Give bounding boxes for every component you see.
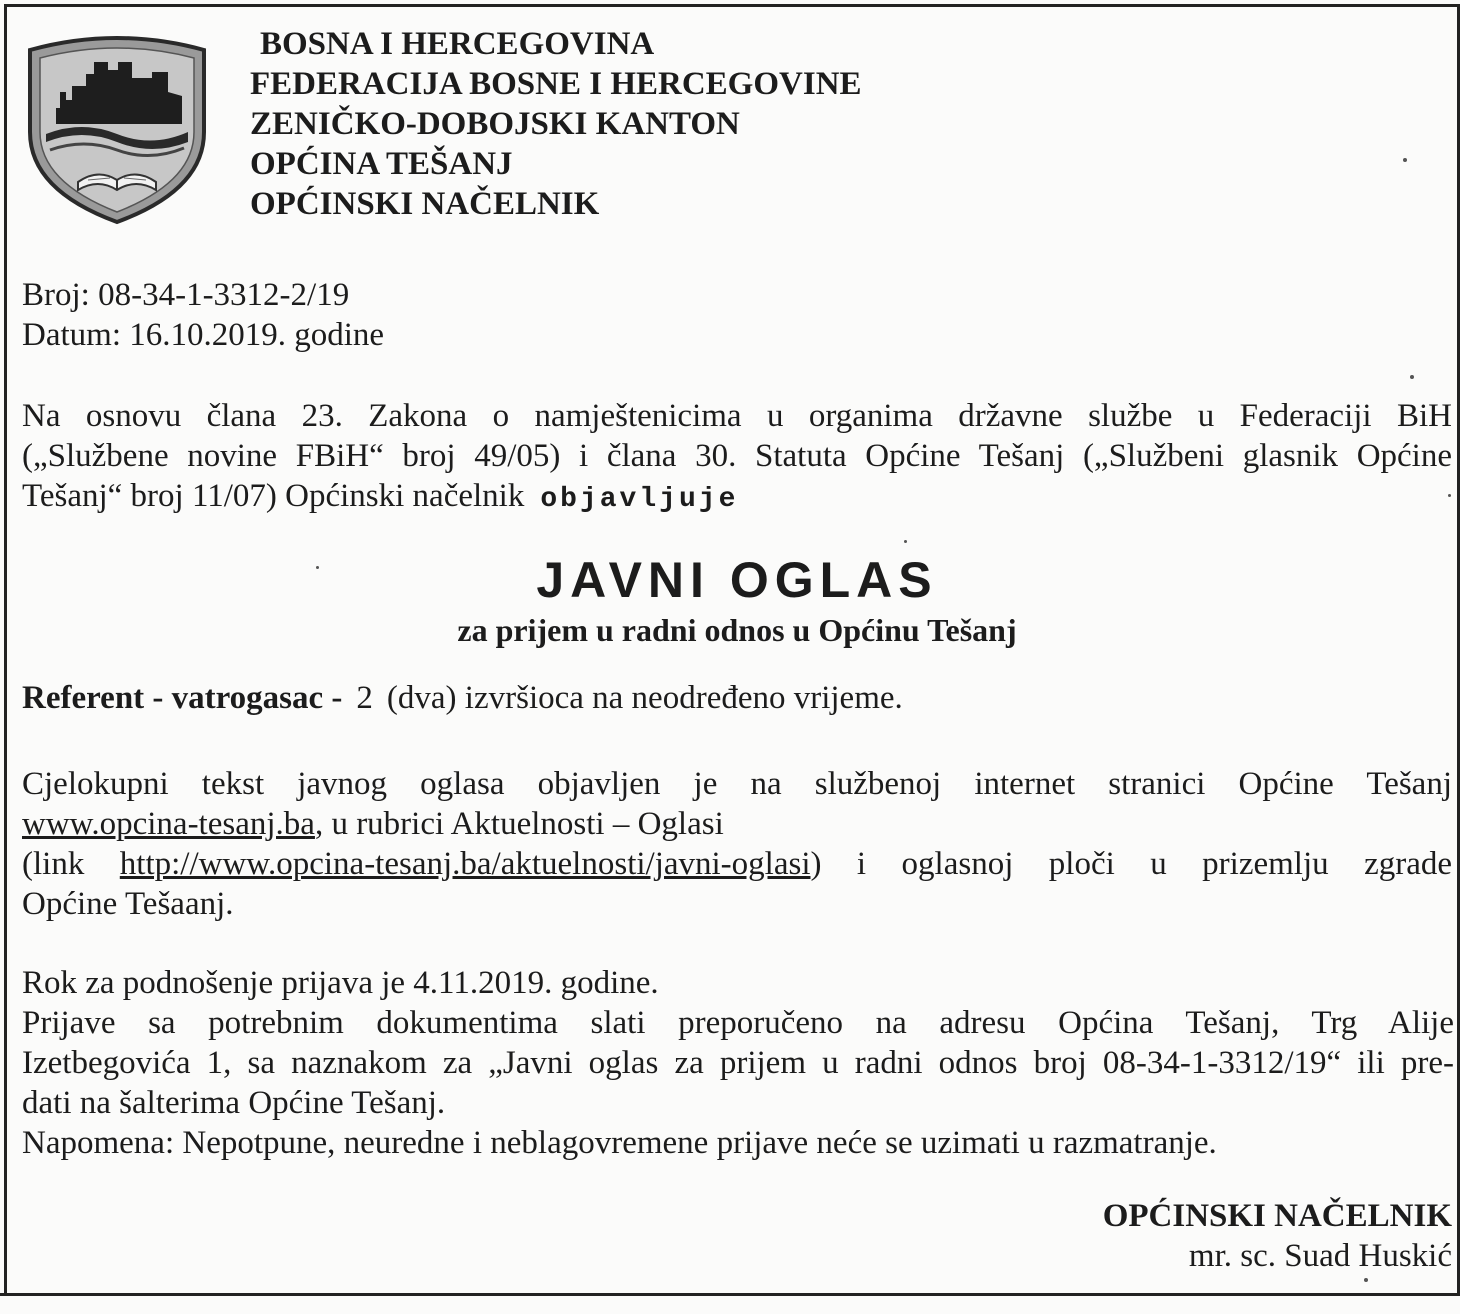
link-prefix: (link: [22, 846, 85, 882]
deadline-line: Izetbegovića 1, sa naznakom za „Javni oglas za prijem u radni odnos broj 08-34-1-3312/19“ ili pre-: [22, 1045, 1454, 1081]
document-header: [250, 24, 862, 224]
ad-title: JAVNI OGLAS: [536, 552, 938, 608]
ad-subtitle: za prijem u radni odnos u Općinu Tešanj: [457, 612, 1017, 648]
intro-keyword: objavljuje: [540, 484, 739, 515]
document-number: Broj: 08-34-1-3312-2/19: [22, 277, 350, 313]
scan-speck: [1410, 375, 1414, 379]
deadline-note: Napomena: Nepotpune, neuredne i neblagovremene prijave neće se uzimati u razmatranje.: [22, 1125, 1217, 1161]
intro-paragraph: [22, 396, 1452, 520]
document-meta: [22, 275, 384, 355]
fulltext-paragraph: [22, 764, 1452, 924]
scan-speck: [904, 540, 907, 543]
fulltext-line: Općine Tešaanj.: [22, 886, 234, 922]
position-details: (dva) izvršioca na neodređeno vrijeme.: [386, 680, 903, 716]
document-date: Datum: 16.10.2019. godine: [22, 317, 385, 353]
intro-line: Na osnovu člana 23. Zakona o namještenicima u organima državne službe u Federaciji BiH: [22, 398, 1452, 434]
deadline-line: Rok za podnošenje prijava je 4.11.2019. godine.: [22, 965, 659, 1001]
scan-speck: [1403, 158, 1407, 162]
scan-speck: [1364, 1278, 1368, 1282]
municipality-crest-icon: [22, 22, 212, 228]
header-canton: ZENIČKO-DOBOJSKI KANTON: [250, 106, 740, 142]
fulltext-line: [22, 804, 1452, 844]
signature-block: [1103, 1196, 1452, 1276]
header-office: OPĆINSKI NAČELNIK: [250, 186, 600, 222]
position-count: 2: [356, 680, 373, 716]
fulltext-line-rest: ) i oglasnoj ploči u prizemlju zgrade: [810, 846, 1453, 882]
deadline-paragraph: [22, 963, 1454, 1163]
website-link[interactable]: www.opcina-tesanj.ba: [22, 806, 315, 842]
intro-line-text: Tešanj“ broj 11/07) Općinski načelnik: [22, 478, 525, 514]
job-position: [22, 678, 903, 718]
scan-speck: [1448, 494, 1451, 497]
bottom-rule: [0, 1293, 1460, 1296]
intro-line: [22, 476, 1452, 520]
fulltext-line-rest: , u rubrici Aktuelnosti – Oglasi: [314, 806, 724, 842]
header-federation: FEDERACIJA BOSNE I HERCEGOVINE: [250, 66, 862, 102]
deadline-line: dati na šalterima Općine Tešanj.: [22, 1085, 446, 1121]
signature-name: mr. sc. Suad Huskić: [1188, 1238, 1452, 1274]
header-country: BOSNA I HERCEGOVINA: [260, 26, 655, 62]
header-municipality: OPĆINA TEŠANJ: [250, 146, 513, 182]
deadline-line: Prijave sa potrebnim dokumentima slati preporučeno na adresu Općina Tešanj, Trg Alije: [22, 1005, 1454, 1041]
scan-speck: [316, 566, 319, 569]
intro-line: („Službene novine FBiH“ broj 49/05) i člana 30. Statuta Općine Tešanj („Službeni glasnik Općine: [22, 438, 1452, 474]
signature-title: OPĆINSKI NAČELNIK: [1102, 1198, 1452, 1234]
fulltext-line: [22, 844, 1452, 884]
ads-page-link[interactable]: http://www.opcina-tesanj.ba/aktuelnosti/javni-oglasi: [119, 846, 811, 882]
fulltext-line: Cjelokupni tekst javnog oglasa objavljen je na službenoj internet stranici Općine Tešanj: [22, 766, 1452, 802]
position-name: Referent - vatrogasac -: [22, 680, 343, 716]
